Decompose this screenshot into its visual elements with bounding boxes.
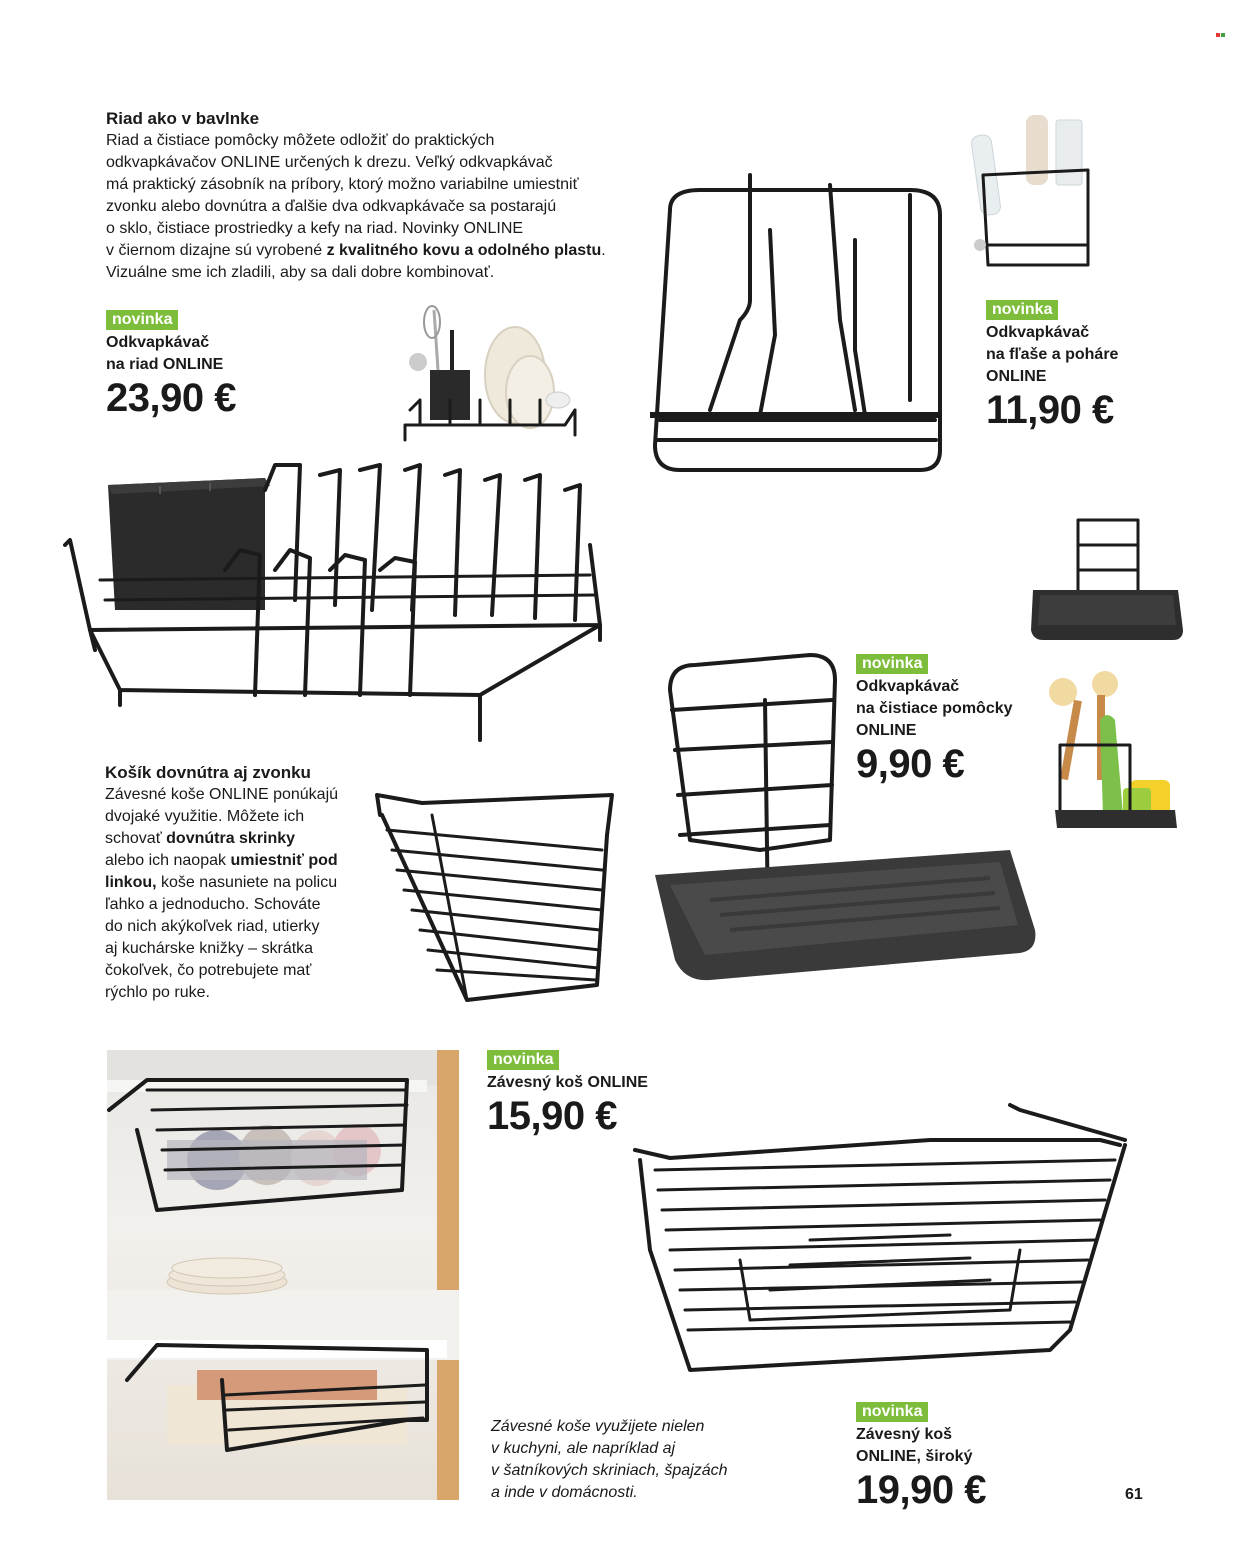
product-name-line-2: na čistiace pomôcky (856, 700, 1013, 717)
basket-heading: Košík dovnútra aj zvonku (105, 763, 311, 782)
intro-line-2: odkvapkávačov ONLINE určených k drezu. Veľký odkvapkávač (106, 154, 553, 171)
basket-line-2: dvojaké využitie. Môžete ich (105, 808, 305, 825)
product-bottle-rack (986, 300, 1118, 432)
product-hanging-basket-wide (856, 1402, 986, 1512)
product-hanging-basket (487, 1050, 648, 1138)
basket-line-3 (105, 828, 365, 850)
product-price: 9,90 € (856, 742, 965, 786)
intro-line-6-post: . (601, 242, 606, 259)
product-name-line-3: ONLINE (986, 368, 1047, 385)
product-name-line-2: ONLINE, široký (856, 1448, 973, 1465)
hanging-basket-wide-image (630, 1100, 1130, 1390)
basket-line-6: ľahko a jednoducho. Schováte (105, 896, 321, 913)
novinka-badge: novinka (856, 654, 928, 674)
product-name-line-2: na fľaše a poháre (986, 346, 1119, 363)
product-price: 19,90 € (856, 1468, 986, 1512)
novinka-badge: novinka (856, 1402, 928, 1422)
bottle-rack-image (640, 170, 970, 480)
caption-line-1: Závesné koše využijete nielen (491, 1418, 705, 1435)
intro-heading: Riad ako v bavlnke (106, 109, 260, 128)
basket-line-7: do nich akýkoľvek riad, utierky (105, 918, 320, 935)
intro-line-6-pre: v čiernom dizajne sú vyrobené (106, 242, 327, 259)
product-name-line-2: na riad ONLINE (106, 356, 224, 373)
cleaning-holder-with-brushes-image (1045, 670, 1185, 835)
novinka-badge: novinka (487, 1050, 559, 1070)
product-name-line-1: Odkvapkávač (986, 324, 1090, 341)
product-name-line-3: ONLINE (856, 722, 917, 739)
product-price: 23,90 € (106, 376, 236, 420)
product-dish-rack (106, 310, 236, 420)
basket-section (105, 762, 365, 1004)
basket-line-9: čokoľvek, čo potrebujete mať (105, 962, 312, 979)
product-name-line-1: Odkvapkávač (106, 334, 210, 351)
basket-line-4-pre: alebo ich naopak (105, 852, 231, 869)
novinka-badge: novinka (106, 310, 178, 330)
intro-line-7: Vizuálne sme ich zladili, aby sa dali dobre kombinovať. (106, 264, 495, 281)
intro-line-1: Riad a čistiace pomôcky môžete odložiť do praktických (106, 132, 495, 149)
basket-line-4-bold: umiestniť pod (230, 852, 338, 869)
brand-logo (1216, 30, 1225, 40)
cleaning-holder-small-image (1028, 515, 1188, 655)
product-name-line-1: Odkvapkávač (856, 678, 960, 695)
basket-line-10: rýchlo po ruke. (105, 984, 210, 1001)
dish-rack-image (60, 450, 610, 750)
basket-line-5-post: koše nasuniete na policu (156, 874, 338, 891)
intro-section (106, 108, 666, 284)
caption-line-4: a inde v domácnosti. (491, 1484, 638, 1501)
basket-line-5 (105, 872, 365, 894)
bottle-rack-with-glasses-image (968, 105, 1108, 285)
intro-line-5: o sklo, čistiace prostriedky a kefy na riad. Novinky ONLINE (106, 220, 524, 237)
intro-line-3: má praktický zásobník na príbory, ktorý možno variabilne umiestniť (106, 176, 579, 193)
product-price: 11,90 € (986, 388, 1114, 432)
product-price: 15,90 € (487, 1094, 617, 1138)
kitchen-shelf-photo (107, 1050, 459, 1500)
basket-line-4 (105, 850, 365, 872)
novinka-badge: novinka (986, 300, 1058, 320)
caption-line-3: v šatníkových skriniach, špajzách (491, 1462, 728, 1479)
page-number: 61 (1125, 1486, 1143, 1503)
product-name-line-1: Závesný koš ONLINE (487, 1074, 648, 1091)
dish-rack-with-dishes-image (390, 300, 590, 470)
product-cleaning-holder (856, 654, 1013, 786)
caption-line-2: v kuchyni, ale napríklad aj (491, 1440, 676, 1457)
basket-line-8: aj kuchárske knižky – skrátka (105, 940, 314, 957)
basket-caption (491, 1416, 728, 1504)
basket-line-1: Závesné koše ONLINE ponúkajú (105, 786, 339, 803)
basket-line-3-bold: dovnútra skrinky (166, 830, 296, 847)
basket-line-5-bold: linkou, (105, 874, 157, 891)
intro-line-4: zvonku alebo dovnútra a ďalšie dva odkvapkávače sa postarajú (106, 198, 557, 215)
intro-line-6-bold: z kvalitného kovu a odolného plastu (326, 242, 602, 259)
product-name-line-1: Závesný koš (856, 1426, 953, 1443)
intro-line-6 (106, 240, 666, 262)
hanging-basket-narrow-image (372, 775, 622, 1010)
basket-line-3-pre: schovať (105, 830, 167, 847)
